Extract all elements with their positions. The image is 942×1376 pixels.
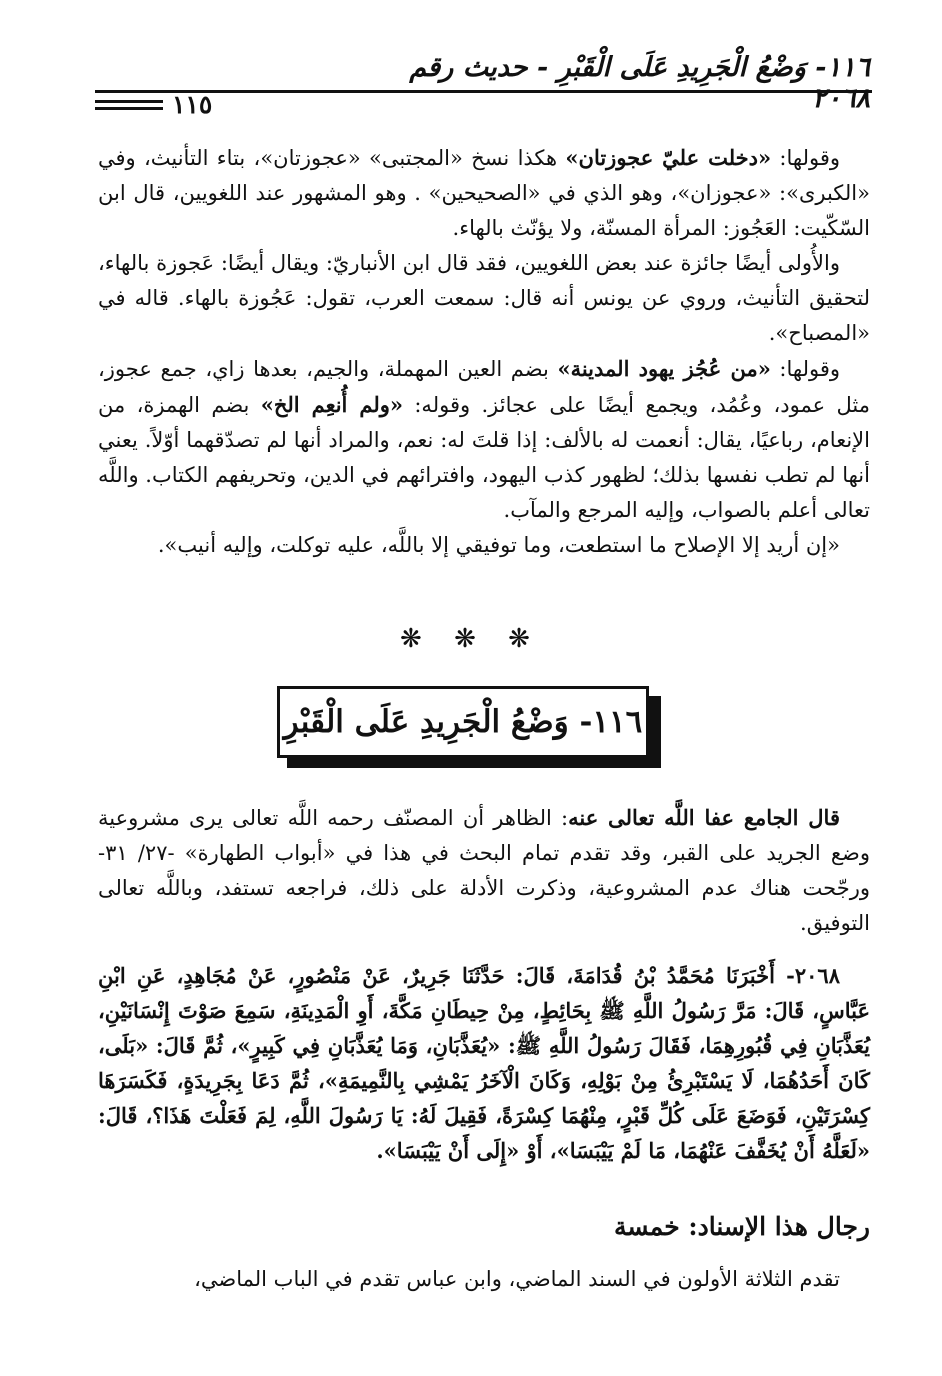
paragraph (98, 140, 870, 246)
paragraph-text: بضم الهمزة، من الإنعام، رباعيًا، يقال: أنعمت له بالألف: إذا قلتَ له: نعم، والمراد أنها لم تصدّقهما أوّلاً. يعني أنها لم تطب نفسها بذلك؛ لظهور كذب اليهود، وافترائهم في الدين، وتحريفهم الكتاب. واللَّه تعالى أعلم بالصواب، وإليه المرجع والمآب. (98, 393, 870, 522)
quoted-phrase: «دخلت عليّ عجوزتان» (565, 145, 772, 170)
paragraph: تقدم الثلاثة الأولون في السند الماضي، وابن عباس تقدم في الباب الماضي، (194, 1267, 840, 1291)
paragraph (98, 351, 870, 528)
paragraph-text: وقولها: (770, 357, 840, 381)
header-rule-double-top (95, 100, 163, 103)
section-separator: ❋ ❋ ❋ (400, 624, 542, 654)
compiler-note (98, 800, 870, 941)
paragraph-text: هكذا نسخ «المجتبى» «عجوزتان»، بتاء التأنيث، وفي «الكبرى»: «عجوزان»، وهو الذي في «الصحيحين» . وهو المشهور عند اللغويين، قال ابن السّكّيت: العَجُوز: المرأة المسنّة، ولا يؤنّث بالهاء. (98, 146, 870, 240)
header-rule-double-bottom (95, 107, 163, 110)
paragraph: والأُولى أيضًا جائزة عند بعض اللغويين، فقد قال ابن الأنباريّ: ويقال أيضًا: عَجوزة بالهاء، لتحقيق التأنيث، وروي عن يونس أنه قال: سمعت العرب، تقول: عَجُوزة بالهاء. قاله في «المصباح». (98, 251, 870, 345)
page-number: ١١٥ (172, 90, 213, 119)
chapter-title: ١١٦- وَضْعُ الْجَرِيدِ عَلَى الْقَبْرِ (277, 686, 649, 758)
paragraph (98, 800, 870, 941)
paragraph-text: بضم العين المهملة، والجيم، بعدها زاي، جمع عجوز، مثل عمود، وعُمُد، ويجمع أيضًا على عجائز. وقوله: (98, 357, 870, 417)
narrators-note (98, 1262, 870, 1297)
commentary-section (98, 140, 870, 563)
running-title: ١١٦- وَضْعُ الْجَرِيدِ عَلَى الْقَبْرِ - حديث رقم ٢٠٦٨ (409, 52, 870, 114)
paragraph-text: وقولها: (771, 146, 840, 170)
hadith-text (98, 958, 870, 1168)
paragraph: «إن أريد إلا الإصلاح ما استطعت، وما توفيقي إلا باللَّه، عليه توكلت، وإليه أنيب». (157, 533, 840, 557)
chapter-title-box (277, 686, 661, 768)
paragraph-text: : الظاهر أن المصنّف رحمه اللَّه تعالى يرى مشروعية وضع الجريد على القبر، وقد تقدم تمام البحث في هذا في «أبواب الطهارة» -٢٧/ ٣١- ورجّحت هناك عدم المشروعية، وذكرت الأدلة على ذلك، فراجعه تستفد، وباللَّه تعالى التوفيق. (98, 806, 870, 935)
quoted-phrase: «من عُجُز يهود المدينة» (557, 356, 771, 381)
compiler-label: قال الجامع عفا اللَّه تعالى عنه (568, 805, 840, 830)
quoted-phrase: «ولم أُنعِم الخ» (260, 392, 404, 417)
section-subheading: رجال هذا الإسناد: خمسة (614, 1212, 870, 1241)
hadith-paragraph: ٢٠٦٨- أَخْبَرَنَا مُحَمَّدُ بْنُ قُدَامَةَ، قَالَ: حَدَّثَنَا جَرِيرٌ، عَنْ مَنْصُورٍ، عَنْ مُجَاهِدٍ، عَنِ ابْنِ عَبَّاسٍ، قَالَ: مَرَّ رَسُولُ اللَّهِ ﷺ بِحَائِطٍ، مِنْ حِيطَانِ مَكَّةَ، أَوِ الْمَدِينَةِ، سَمِعَ صَوْتَ إِنْسَانَيْنِ، يُعَذَّبَانِ فِي قُبُورِهِمَا، فَقَالَ رَسُولُ اللَّهِ ﷺ: «يُعَذَّبَانِ، وَمَا يُعَذَّبَانِ فِي كَبِيرٍ»، ثُمَّ قَالَ: «بَلَى، كَانَ أَحَدُهُمَا، لَا يَسْتَبْرِئُ مِنْ بَوْلِهِ، وَكَانَ الْآخَرُ يَمْشِي بِالنَّمِيمَةِ»، ثُمَّ دَعَا بِجَرِيدَةٍ، فَكَسَرَهَا كِسْرَتَيْنِ، فَوَضَعَ عَلَى كُلِّ قَبْرٍ، مِنْهُمَا كِسْرَةً، فَقِيلَ لَهُ: يَا رَسُولَ اللَّهِ، لِمَ فَعَلْتَ هَذَا؟، قَالَ: «لَعَلَّهُ أَنْ يُخَفَّفَ عَنْهُمَا، مَا لَمْ يَيْبَسَا»، أَوْ «إِلَى أَنْ يَيْبَسَا». (98, 963, 870, 1163)
